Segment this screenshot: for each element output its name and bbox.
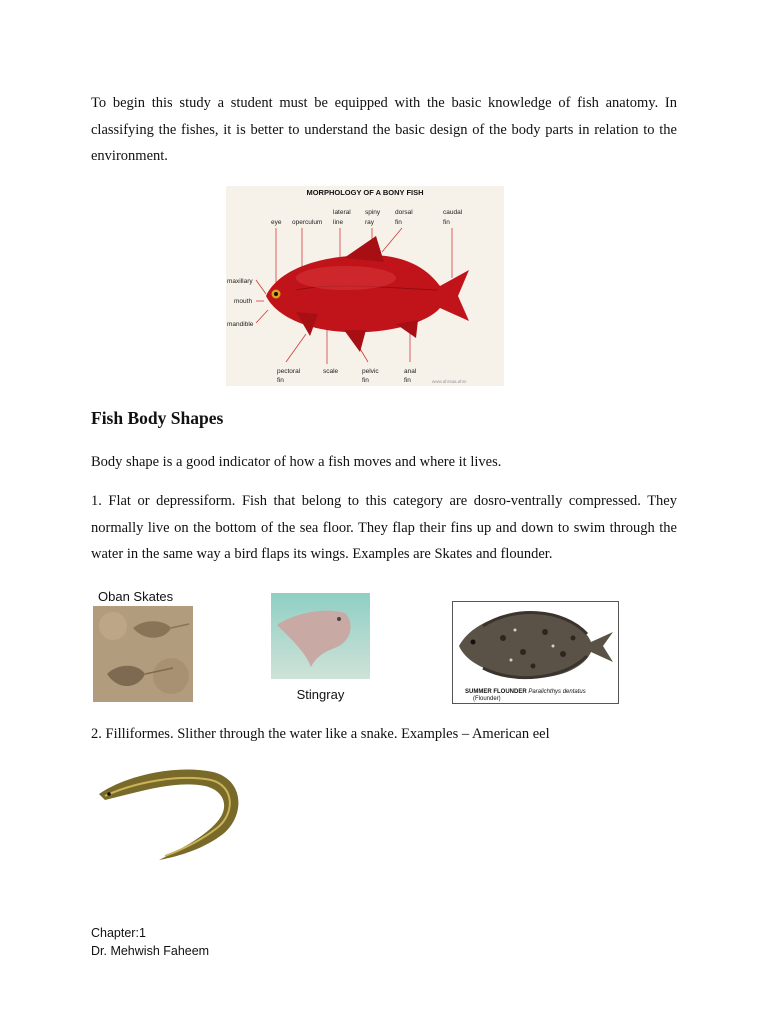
footer-author: Dr. Mehwish Faheem <box>91 944 210 958</box>
stingray-figure <box>271 593 370 701</box>
label-lateral-line: line <box>333 219 344 226</box>
oban-skates-figure <box>93 588 193 704</box>
label-pelvic: pelvic <box>362 368 379 375</box>
section-title: Fish Body Shapes <box>91 408 224 428</box>
bony-fish-illustration <box>226 186 504 386</box>
footer-chapter: Chapter:1 <box>91 926 146 940</box>
american-eel-image <box>95 764 245 862</box>
label-dorsal: dorsal <box>395 209 413 216</box>
american-eel-figure <box>95 764 245 862</box>
summer-flounder-image <box>453 602 618 684</box>
label-pelvic-fin: fin <box>362 377 369 384</box>
label-caudal: caudal <box>443 209 463 216</box>
label-spiny-ray: ray <box>365 219 375 226</box>
summer-flounder-figure <box>452 601 619 704</box>
diagram-title: MORPHOLOGY OF A BONY FISH <box>306 188 424 197</box>
label-dorsal-fin: fin <box>395 219 402 226</box>
intro-paragraph: To begin this study a student must be equipped with the basic knowledge of fish anatomy. In classifying the fishes, it is better to understand the basic design of the body parts in relation to the environment. <box>91 95 677 164</box>
label-scale: scale <box>323 368 339 375</box>
flounder-caption-bold: SUMMER FLOUNDER <box>465 689 527 695</box>
label-eye: eye <box>271 219 282 226</box>
filliformes-paragraph: 2. Filliformes. Slither through the water like a snake. Examples – American eel <box>91 726 550 742</box>
stingray-caption: Stingray <box>296 687 345 702</box>
label-operculum: operculum <box>292 219 323 226</box>
label-spiny: spiny <box>365 209 381 216</box>
flounder-caption <box>465 689 618 703</box>
label-lateral: lateral <box>333 209 351 216</box>
label-pectoral: pectoral <box>277 368 301 375</box>
label-mandible: mandible <box>227 321 254 328</box>
body-shape-intro: Body shape is a good indicator of how a fish moves and where it lives. <box>91 454 502 470</box>
oban-skates-image <box>93 606 193 702</box>
diagram-watermark: www.ahrsaa.ahm <box>432 379 467 384</box>
label-pectoral-fin: fin <box>277 377 284 384</box>
oban-skates-caption: Oban Skates <box>98 589 174 604</box>
label-anal: anal <box>404 368 417 375</box>
morphology-diagram <box>226 186 504 386</box>
flounder-caption-italic: Paralichthys dentatus <box>528 689 586 695</box>
flat-depressiform-paragraph: 1. Flat or depressiform. Fish that belong to this category are dosro-ventrally compressed. They normally live on the bottom of the sea floor. They flap their fins up and down to swim through the water in the same way a bird flaps its wings. Examples are Skates and flounder. <box>91 493 677 562</box>
label-caudal-fin: fin <box>443 219 450 226</box>
label-maxillary: maxillary <box>227 278 253 285</box>
flounder-caption-sub: (Flounder) <box>473 696 501 702</box>
label-mouth: mouth <box>234 298 253 305</box>
stingray-image <box>271 593 370 679</box>
label-anal-fin: fin <box>404 377 411 384</box>
